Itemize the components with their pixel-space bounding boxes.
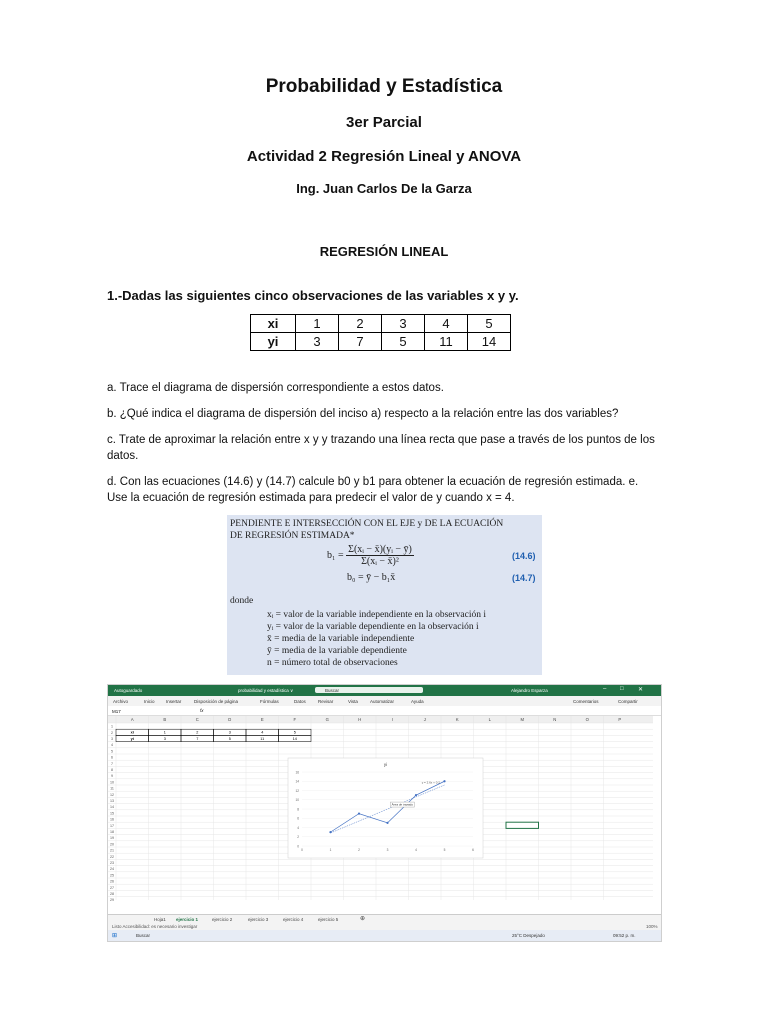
excel-search-box[interactable]: [315, 687, 423, 693]
sheet-table-value: 3: [163, 736, 166, 741]
menu-item[interactable]: Archivo: [113, 699, 129, 704]
row-header: 22: [110, 854, 114, 859]
sheet-table-value: 3: [228, 730, 231, 735]
slope-fraction: [346, 544, 414, 567]
sheet-table-label: yi: [130, 736, 134, 741]
trendline-label: y = 2.6x + 0.2: [421, 780, 440, 785]
share-button[interactable]: Compartir: [618, 699, 638, 704]
row-header: 20: [110, 842, 114, 847]
function-icon[interactable]: fx: [200, 708, 204, 713]
y-tick-label: 2: [297, 835, 299, 840]
column-header: K: [455, 717, 459, 722]
slope-denominator: Σ(xᵢ − x̄)²: [361, 556, 399, 567]
sheet-table-value: 11: [260, 736, 265, 741]
definition-item: xᵢ = valor de la variable independiente en la observación i: [267, 610, 486, 620]
row-header: 18: [110, 830, 114, 834]
table-row: [251, 315, 511, 333]
sheet-table-value: 1: [163, 730, 166, 735]
table-cell: 14: [468, 333, 511, 351]
formula-box: [227, 515, 542, 675]
excel-title-bar: [108, 685, 661, 696]
status-bar: [108, 922, 661, 930]
data-point: [415, 794, 417, 796]
definition-item: n = número total de observaciones: [267, 658, 398, 668]
status-text: Listo Accesibilidad: es necesario investigar: [112, 924, 198, 929]
column-header: M: [520, 717, 524, 722]
formula-heading: [230, 518, 503, 542]
table-cell: 2: [339, 315, 382, 333]
section-heading: REGRESIÓN LINEAL: [319, 244, 449, 259]
formula-heading-line: PENDIENTE E INTERSECCIÓN CON EL EJE y DE LA ECUACIÓN: [230, 519, 504, 529]
clock: 09:52 p. m.: [613, 933, 636, 938]
question-d: d. Con las ecuaciones (14.6) y (14.7) calcule b0 y b1 para obtener la ecuación de regresión estimada. e. Use la ecuación de regresión estimada para predecir el valor de y cuando x = 4.: [107, 476, 639, 504]
column-header: F: [293, 717, 297, 722]
row-header: 15: [110, 811, 114, 816]
equation-number-14-6: (14.6): [512, 551, 536, 561]
menu-item[interactable]: Automatizar: [370, 699, 395, 704]
table-cell: 5: [468, 315, 511, 333]
excel-ribbon-menu: [108, 696, 661, 706]
question-c: c. Trate de aproximar la relación entre x y y trazando una línea recta que pase a través de los puntos de los datos.: [107, 434, 655, 462]
y-tick-label: 12: [295, 788, 299, 793]
minimize-icon[interactable]: –: [603, 686, 607, 692]
windows-taskbar: [108, 930, 661, 941]
question-intro: 1.-Dadas las siguientes cinco observaciones de las variables x y y.: [107, 288, 519, 303]
formula-bar[interactable]: [108, 707, 661, 716]
windows-start-icon[interactable]: ⊞: [112, 933, 118, 939]
selected-cell: [506, 822, 539, 828]
x-tick-label: 6: [472, 848, 474, 852]
formula-heading-line: DE REGRESIÓN ESTIMADA*: [230, 531, 355, 541]
definition-item: yᵢ = valor de la variable dependiente en la observación i: [267, 622, 479, 632]
table-cell: 7: [339, 333, 382, 351]
row-header: 4: [111, 743, 113, 748]
excel-screenshot: [107, 684, 662, 942]
menu-item[interactable]: Vista: [348, 699, 358, 704]
sheet-tab-active[interactable]: ejercicio 1: [176, 917, 199, 922]
data-point: [386, 822, 388, 824]
search-placeholder: Buscar: [325, 688, 340, 693]
menu-item[interactable]: Disposición de página: [194, 699, 239, 704]
menu-item[interactable]: Ayuda: [411, 699, 424, 704]
row-header: 13: [110, 799, 114, 803]
chart-tooltip-text: Área de trazado: [391, 802, 414, 807]
definition-item: ȳ = media de la variable dependiente: [267, 646, 407, 656]
table-cell: 11: [425, 333, 468, 351]
x-tick-label: 1: [329, 848, 332, 852]
taskbar-search[interactable]: Buscar: [136, 933, 151, 938]
spreadsheet-grid[interactable]: [108, 716, 653, 903]
menu-item[interactable]: Datos: [294, 699, 306, 704]
add-sheet-icon[interactable]: ⊕: [360, 916, 366, 922]
menu-item[interactable]: Insertar: [166, 699, 182, 704]
x-tick-label: 3: [386, 848, 389, 852]
sheet-table-value: 14: [292, 736, 297, 741]
table-cell: 5: [382, 333, 425, 351]
sheet-tab[interactable]: ejercicio 2: [212, 917, 233, 922]
question-b: b. ¿Qué indica el diagrama de dispersión del inciso a) respecto a la relación entre las dos variables?: [107, 408, 619, 420]
intercept-equation: b₀ = ȳ − b₁x̄: [347, 572, 396, 583]
slope-lhs: b₁ =: [327, 549, 344, 561]
row-header: 24: [110, 867, 114, 872]
row-header: 26: [110, 879, 114, 884]
equation-number-14-7: (14.7): [512, 573, 536, 583]
row-header: 6: [111, 755, 113, 760]
row-header: 8: [111, 768, 113, 772]
row-header: 23: [110, 861, 114, 865]
table-cell: 1: [296, 315, 339, 333]
menu-item[interactable]: Inicio: [144, 699, 155, 704]
column-header: E: [260, 717, 264, 722]
sheet-tab[interactable]: Hoja1: [154, 917, 166, 922]
data-point: [358, 813, 360, 815]
row-header: 11: [110, 786, 114, 791]
row-header: 2: [111, 730, 113, 735]
close-icon[interactable]: ✕: [638, 687, 644, 693]
table-cell: 3: [382, 315, 425, 333]
sheet-table-value: 5: [228, 736, 231, 741]
x-tick-label: 0: [301, 848, 303, 852]
x-tick-label: 2: [358, 848, 360, 852]
definition-item: x̄ = media de la variable independiente: [267, 634, 415, 644]
row-header: 27: [110, 885, 114, 890]
y-tick-label: 4: [297, 825, 299, 830]
row-header: 1: [111, 724, 113, 729]
data-point: [443, 780, 445, 782]
y-tick-label: 0: [297, 844, 299, 849]
column-header: P: [618, 717, 622, 722]
row-header: 12: [110, 792, 114, 797]
y-tick-label: 16: [295, 770, 299, 775]
table-cell: 3: [296, 333, 339, 351]
column-header-bar: [108, 716, 653, 723]
name-box[interactable]: M17: [112, 709, 121, 714]
row-header: 17: [110, 823, 114, 828]
sheet-tab[interactable]: ejercicio 3: [248, 917, 269, 922]
x-tick-label: 5: [443, 848, 446, 852]
sheet-table-value: 2: [196, 730, 199, 735]
slope-numerator: Σ(xᵢ − x̄)(yᵢ − ȳ): [348, 544, 412, 555]
row-header: 28: [110, 892, 114, 896]
row-header: 5: [111, 749, 113, 754]
column-header: O: [585, 717, 589, 722]
sheet-table-value: 4: [261, 730, 264, 735]
row-header: 7: [111, 761, 113, 766]
teacher-name: Ing. Juan Carlos De la Garza: [296, 181, 472, 196]
column-header: G: [325, 717, 329, 722]
row-header: 14: [110, 805, 114, 810]
where-label: donde: [230, 596, 254, 606]
activity-heading: Actividad 2 Regresión Lineal y ANOVA: [246, 148, 522, 165]
row-header: 16: [110, 817, 114, 822]
column-header: D: [228, 717, 232, 722]
zoom-level[interactable]: 100%: [646, 924, 658, 929]
question-a: a. Trace el diagrama de dispersión correspondiente a estos datos.: [107, 382, 444, 394]
menu-item[interactable]: Revisar: [318, 699, 334, 704]
y-tick-label: 8: [297, 807, 299, 812]
autosave-label[interactable]: Autoguardado: [114, 688, 143, 693]
sheet-table-value: 5: [293, 730, 296, 735]
column-header: A: [130, 717, 134, 722]
column-header: B: [163, 717, 167, 722]
user-name[interactable]: Alejandro Esparza: [511, 688, 548, 693]
table-cell: yi: [251, 333, 296, 351]
column-header: I: [391, 717, 393, 722]
row-header: 21: [110, 848, 114, 853]
document-title: Probabilidad y Estadística: [265, 76, 503, 97]
column-header: C: [195, 717, 199, 722]
weather-status: 25°C Despejado: [512, 933, 545, 938]
y-tick-label: 10: [295, 798, 299, 803]
x-tick-label: 4: [415, 848, 417, 852]
y-tick-label: 6: [297, 816, 299, 821]
row-header: 9: [111, 774, 113, 779]
row-header: 10: [110, 780, 114, 785]
partial-heading: 3er Parcial: [346, 114, 422, 131]
comments-button[interactable]: Comentarios: [573, 699, 599, 704]
sheet-table-label: xi: [130, 730, 134, 735]
row-header: 3: [111, 737, 113, 741]
chart-area: [288, 758, 483, 858]
sheet-tab[interactable]: ejercicio 4: [283, 917, 304, 922]
column-header: N: [553, 717, 557, 722]
table-row: [251, 333, 511, 351]
table-cell: 4: [425, 315, 468, 333]
slope-equation: [327, 544, 414, 567]
file-name[interactable]: probabilidad y estadística ∨: [238, 688, 294, 693]
table-cell: xi: [251, 315, 296, 333]
maximize-icon[interactable]: □: [620, 686, 624, 692]
row-header: 29: [110, 898, 114, 903]
y-tick-label: 14: [295, 779, 299, 784]
menu-item[interactable]: Fórmulas: [260, 699, 279, 704]
sheet-table-value: 7: [196, 736, 199, 741]
row-header: 25: [110, 873, 114, 878]
row-header: 19: [110, 836, 114, 841]
chart-title: yi: [383, 762, 388, 767]
column-header: L: [488, 717, 491, 722]
column-header: J: [423, 717, 426, 722]
sheet-tab[interactable]: ejercicio 5: [318, 917, 339, 922]
observations-table: [250, 314, 511, 351]
column-header: H: [358, 717, 362, 722]
